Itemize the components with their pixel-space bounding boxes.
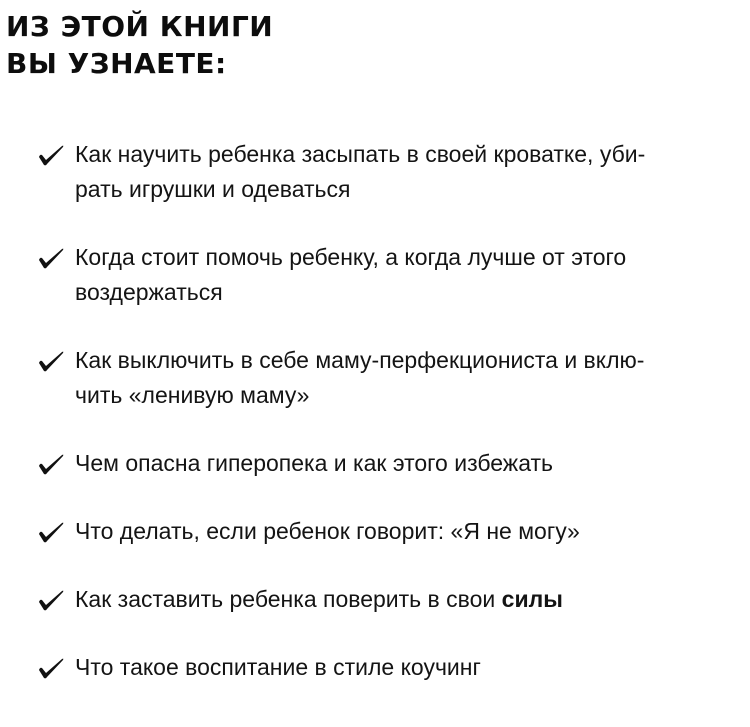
list-item-text-bold: силы <box>501 586 563 612</box>
checkmark-icon <box>36 521 66 545</box>
list-item-line: Как научить ребенка засыпать в своей кроватке, уби- <box>75 141 646 167</box>
list-item <box>36 343 736 413</box>
list-item-text: Что такое воспитание в стиле коучинг <box>75 654 481 680</box>
list-item-line: Когда стоит помочь ребенку, а когда лучше от этого <box>75 244 627 270</box>
list-item-text <box>75 582 736 617</box>
benefits-list <box>36 137 736 718</box>
list-item <box>36 582 736 617</box>
list-item-line: рать игрушки и одеваться <box>75 176 351 202</box>
heading-line-2: ВЫ УЗНАЕТЕ: <box>6 47 227 80</box>
checkmark-icon <box>36 350 66 374</box>
checkmark-icon <box>36 589 66 613</box>
list-item <box>36 446 736 481</box>
list-item <box>36 240 736 310</box>
list-item <box>36 650 736 685</box>
checkmark-icon <box>36 144 66 168</box>
list-item-line: чить «ленивую маму» <box>75 382 310 408</box>
list-item-text-regular: Как заставить ребенка поверить в свои <box>75 586 502 612</box>
checkmark-icon <box>36 657 66 681</box>
list-item-text: Что делать, если ребенок говорит: «Я не могу» <box>75 518 580 544</box>
page-title <box>6 8 273 82</box>
list-item <box>36 514 736 549</box>
checkmark-icon <box>36 247 66 271</box>
list-item-text: Чем опасна гиперопека и как этого избежать <box>75 450 553 476</box>
list-item-line: Как выключить в себе маму-перфекциониста и вклю- <box>75 347 645 373</box>
heading-line-1: ИЗ ЭТОЙ КНИГИ <box>6 10 274 43</box>
list-item-line: воздержаться <box>75 279 223 305</box>
checkmark-icon <box>36 453 66 477</box>
list-item <box>36 137 736 207</box>
